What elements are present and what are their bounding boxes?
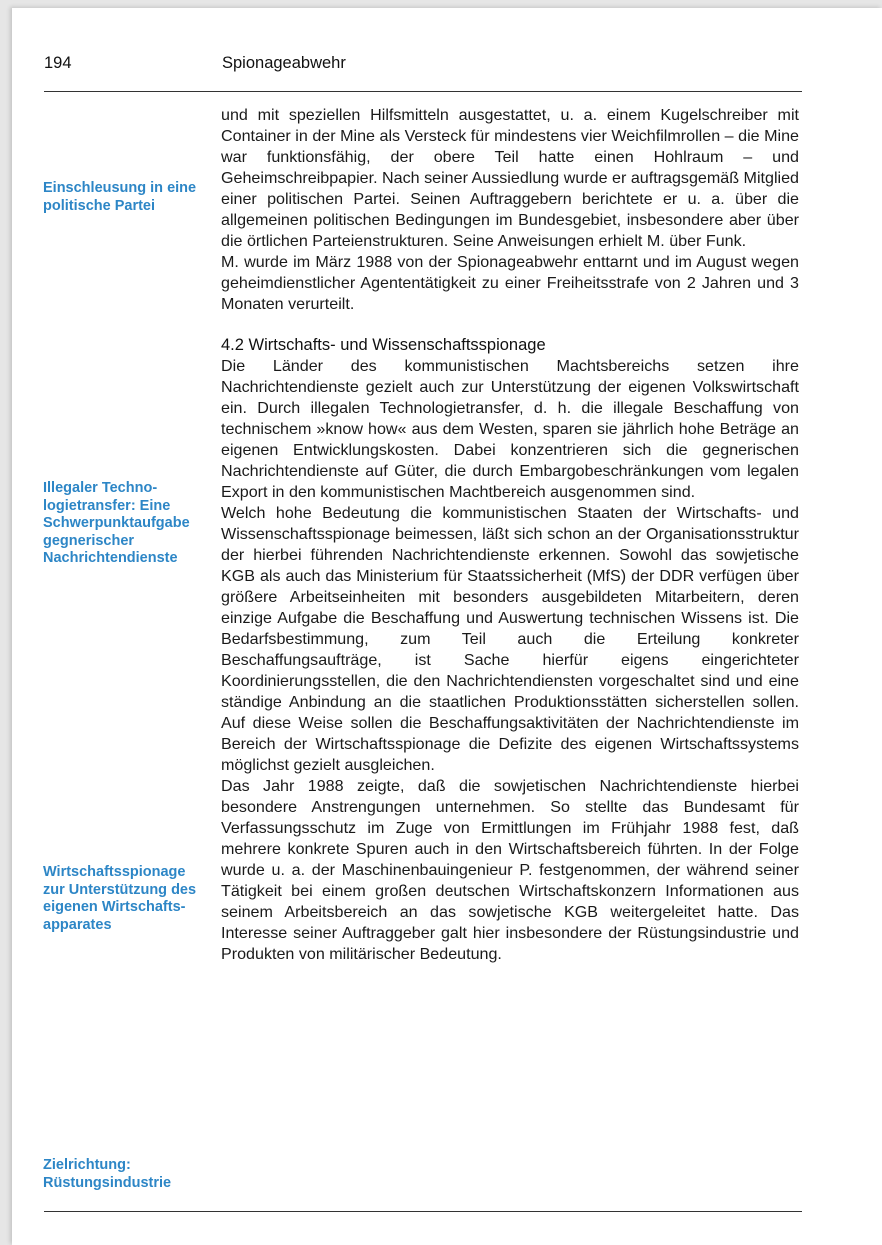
margin-note-ruestungsindustrie: Zielrichtung: Rüstungsindustrie <box>43 1157 172 1191</box>
footer-rule <box>44 1211 802 1212</box>
paragraph: Welch hohe Bedeutung die kommunistischen Staaten der Wirtschafts- und Wissenschaftsspionage beimessen, läßt sich schon an der Organisationsstruktur der hierbei führenden Nachrichtendienste erkennen. Sowohl das sowjetische KGB als auch das Ministerium für Staatssicherheit (MfS) der DDR verfügen über größere Arbeitseinheiten mit besonders ausgebildeten Mitarbeitern, deren einzige Aufgabe die Beschaffung und Auswertung technischen Wissens ist. Die Bedarfsbestimmung, zum Teil auch die Erteilung konkreter Beschaffungsaufträge, ist Sache hierfür eigens eingerichteter Koordinierungsstellen, die den Nachrichtendiensten vorgeschaltet sind und eine ständige Anbindung an die staatlichen Produktionsstätten sicherstellen sollen. Auf diese Weise sollen die Beschaffungsaktivitäten der Nachrichtendienste im Bereich der Wirtschaftsspionage die Defizite des eigenen Wirtschaftssystems möglichst gezielt ausgleichen. <box>221 504 799 774</box>
header-rule <box>44 91 802 92</box>
body-text <box>221 105 799 965</box>
margin-note-wirtschaftsspionage: Wirtschaftsspionage zur Unterstützung des eigenen Wirtschaftsapparates <box>43 864 197 933</box>
paragraph: Das Jahr 1988 zeigte, daß die sowjetischen Nachrichtendienste hierbei besondere Anstrengungen unternehmen. So stellte das Bundesamt für Verfassungsschutz im Zuge von Ermittlungen im Frühjahr 1988 fest, daß mehrere konkrete Spuren auch in den Wirtschaftsbereich führten. In der Folge wurde u. a. der Maschinenbauingenieur P. festgenommen, der während seiner Tätigkeit bei einem großen deutschen Wirtschaftskonzern Informationen aus seinem Arbeitsbereich an das sowjetische KGB weitergeleitet hatte. Das Interesse seiner Auftraggeber galt hier insbesondere der Rüstungsindustrie und Produkten von militärischer Bedeutung. <box>221 777 799 963</box>
paragraph: und mit speziellen Hilfsmitteln ausgestattet, u. a. einem Kugelschreiber mit Container in der Mine als Versteck für mindestens vier Weichfilmrollen – die Mine war funktionsfähig, der obere Teil hatte einen Hohlraum – und Geheimschreibpapier. Nach seiner Aussiedlung wurde er auftragsgemäß Mitglied einer politischen Partei. Seinen Auftraggebern berichtete er u. a. über die allgemeinen politischen Bedingungen im Bundesgebiet, insbesondere aber über die örtlichen Parteienstrukturen. Seine Anweisungen erhielt M. über Funk. <box>221 106 799 250</box>
page-number: 194 <box>44 54 72 72</box>
paragraph: M. wurde im März 1988 von der Spionageabwehr enttarnt und im August wegen geheimdienstlicher Agententätigkeit zu einer Freiheitsstrafe von 2 Jahren und 3 Monaten verurteilt. <box>221 253 799 313</box>
margin-note-technologietransfer: Illegaler Technologietransfer: Eine Schwerpunktaufgabe gegnerischer Nachrichtendienste <box>43 480 190 567</box>
running-title: Spionageabwehr <box>222 54 346 72</box>
paragraph: Die Länder des kommunistischen Machtsbereichs setzen ihre Nachrichtendienste gezielt auch zur Unterstützung der eigenen Volkswirtschaft ein. Durch illegalen Technologietransfer, d. h. die illegale Beschaffung von technischem »know how« aus dem Westen, sparen sie jährlich hohe Beträge an eigenen Entwicklungskosten. Dabei konzentrieren sich die gegnerischen Nachrichtendienste auf Güter, die durch Embargobeschränkungen vom legalen Export in den kommunistischen Machtbereich ausgenommen sind. <box>221 357 799 501</box>
section-heading: 4.2 Wirtschafts- und Wissenschaftsspionage <box>221 336 546 354</box>
margin-note-partei: Einschleusung in eine politische Partei <box>43 180 197 214</box>
page-header <box>44 54 800 76</box>
